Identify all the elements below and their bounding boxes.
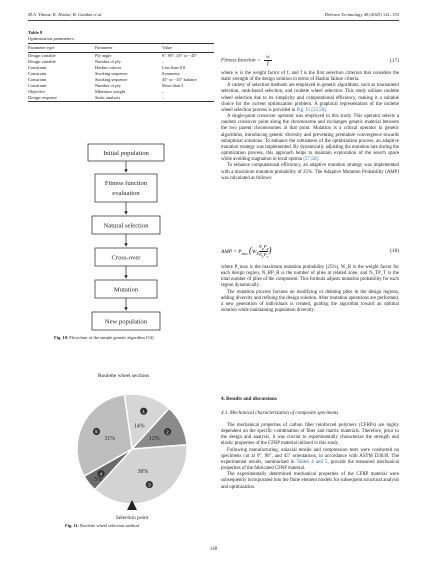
table-header-cell: Parameter type xyxy=(28,44,95,53)
eq18-number: (18) xyxy=(390,248,399,254)
table-cell: Design response xyxy=(28,95,95,101)
roulette-wheel-figure xyxy=(28,367,214,523)
page-number: 148 xyxy=(209,547,218,552)
body-text-middle xyxy=(221,265,399,314)
paragraph xyxy=(221,83,399,114)
selection-point-label: Selection point xyxy=(115,515,149,521)
table-cell: Minimize weight xyxy=(94,89,126,95)
table-cell: – xyxy=(162,95,214,101)
fig10-text: Flowchart of the simple genetic algorithm [54]. xyxy=(69,335,155,340)
ga-flowchart xyxy=(28,138,214,356)
paragraph: The mutation process focuses on modifying or deleting plies in the design regions, adding diversity and refining the design solution. After mutation operations are performed, a new generation of individuals is created, guiding the algorithm toward an optimal solution while maintaining population diversity. xyxy=(221,289,399,314)
slice-number: 2 xyxy=(166,429,169,435)
table-cell: Constraint xyxy=(28,83,47,89)
flow-box-label: Natural selection xyxy=(103,222,149,230)
table-header-row xyxy=(28,44,214,53)
flow-box-label: Initial population xyxy=(103,150,149,157)
slice-number: 4 xyxy=(99,471,103,477)
reference-link[interactable]: [57,58]. xyxy=(303,157,319,163)
table-cell: Number of ply xyxy=(94,83,121,89)
slice-number: 3 xyxy=(148,482,151,488)
slice-percent-label: 38% xyxy=(137,469,149,476)
eq17-denominator: f xyxy=(266,61,269,67)
table-caption xyxy=(28,30,75,41)
slice-percent-label: 14% xyxy=(133,423,145,430)
eq18-body: AMP = $P_{max}$ ($W_R$ $N_RP_R$ $N_TP_T$ ) xyxy=(221,244,272,259)
slice-percent-label: 12% xyxy=(148,436,160,443)
table-title: Optimization parameters. xyxy=(28,35,75,41)
table-row xyxy=(28,95,214,101)
table-cell: More than 3 xyxy=(161,83,184,89)
fig11-text: Roulette wheel selection method. xyxy=(80,523,140,528)
table-cell: Objective xyxy=(28,89,46,95)
table-cell: Stacking sequence xyxy=(94,77,128,83)
flow-box-label: Mutation xyxy=(113,286,139,294)
slice-number: 1 xyxy=(142,408,145,414)
table-cell: Symmetry xyxy=(161,71,181,77)
body-text-top xyxy=(221,71,399,182)
subsection-heading: 4.1. Mechanical characterization of composite specimens xyxy=(221,410,339,416)
paragraph: To enhance computational efficiency, an adaptive mutation strategy was implemented with a maximum mutation probability of 25%. The Adaptive Mutation Probability (AMP) was calculated as follows: xyxy=(221,163,399,181)
paragraph-text: Following manufacturing, uniaxial tensile and compression tests were conducted on specimens cut at 0°, 90°, and 45° orientations, in accordance with ASTM D3039. The experimental results, summarized in xyxy=(221,447,399,465)
table-cell: Number of ply xyxy=(94,59,121,65)
paragraph: The experimentally determined mechanical properties of the CFRP material were subsequently incorporated into the finite element models for subsequent structural analysis and optimization. xyxy=(221,472,399,490)
table-cell: Constraint xyxy=(28,77,47,83)
table-cell: Constraint xyxy=(28,71,47,77)
roulette-title: Roulette wheel sections xyxy=(98,373,150,379)
eq17-numerator: w xyxy=(265,54,270,60)
paragraph-text: , provide the measured mechanical properties of the fabricated CFRP material. xyxy=(221,459,399,472)
table-cell: – xyxy=(161,89,165,95)
fig11-caption xyxy=(65,523,140,528)
flow-box-fitness xyxy=(95,174,157,202)
flow-box-label-line2: evaluation xyxy=(112,190,140,197)
eq17-number: (17) xyxy=(390,58,399,64)
paragraph xyxy=(221,114,399,163)
equation-18 xyxy=(221,244,399,264)
equation-17 xyxy=(221,54,399,67)
table-cell: Static analysis xyxy=(95,95,162,101)
roulette-slices xyxy=(77,394,187,504)
table-cell: 45° or −45° balance xyxy=(161,77,198,83)
table-cell: Design variable xyxy=(28,53,56,59)
paragraph xyxy=(221,448,399,473)
optimization-parameters-table xyxy=(28,43,214,102)
running-header-authors: M.A. Yılmaz, K. Hasini, B. Gündüz et al. xyxy=(28,12,103,17)
fig10-caption xyxy=(54,335,155,340)
slice-number: 5 xyxy=(95,429,98,435)
flow-box-label-line1: Fitness function xyxy=(104,180,148,187)
table-cell: Less than 0.8 xyxy=(161,65,186,71)
fig11-label: Fig. 11. xyxy=(65,523,79,528)
table-cell: Stacking sequence xyxy=(94,71,128,77)
paragraph-text: A single-point crossover operator was employed in this study. This operator selects a random crossover point along the chromosome and exchanges genetic material between the two parent chromosomes at that point. Mutation is a critical operator in genetic algorithms, introducing genetic diversity and preventing premature convergence towards suboptimal solutions. To enhance the robustness of the optimization process, an adaptive mutation strategy was implemented. By dynamically adjusting the mutation rate during the optimization process, this approach helps to maintain exploration of the search space while avoiding stagnation in local optima xyxy=(221,114,399,163)
fig10-label: Fig. 10. xyxy=(54,335,69,340)
reference-link[interactable]: Fig. 11 [55,56]. xyxy=(296,107,327,113)
table-cell: – xyxy=(161,59,165,65)
table-cell: Constraint xyxy=(28,65,47,71)
body-text-bottom xyxy=(221,423,399,491)
running-header-journal: Defence Technology 48 (2025) 141–155 xyxy=(324,12,399,17)
flow-box-label: New population xyxy=(104,318,148,326)
paragraph: where w is the weight factor of f, and f is the first selection criterion that considers the static strength of the design solution in terms of Hashin failure criteria. xyxy=(221,71,399,83)
eq17-lhs: Fitness function = xyxy=(221,57,261,64)
paragraph: The mechanical properties of carbon fiber reinforced polymers (CFRPs) are highly dependent on the specific combination of fiber and matrix materials. Therefore, prior to the design and analysis, it was crucial to experimentally characterize the strength and elastic properties of the CFRP material utilized in this study. xyxy=(221,423,399,447)
table-cell: Ply angle xyxy=(94,53,112,59)
table-header-cell: Parameter xyxy=(95,44,162,53)
table-cell: 0°, 90°, 45° or −45° xyxy=(161,53,198,59)
eq17-fraction xyxy=(264,54,272,67)
paragraph: where P_max is the maximum mutation probability (25%), W_R is the weight factor for each design region, N_RP_R is the number of plies at related zone, and N_TP_T is the total number of plies of the component. This formula adjusts mutation probability for each region dynamically. xyxy=(221,265,399,289)
table-header-cell: Value xyxy=(162,44,214,53)
reference-link[interactable]: Tables 4 and 5 xyxy=(296,459,328,465)
paragraph-text: A variety of selection methods are employed in genetic algorithms, such as tournament selection, rank-based selection, and roulette wheel selection. This study utilizes roulette wheel selection due to its simplicity and computational efficiency, making it a suitable choice for the current optimization problem. A graphical representation of the roulette wheel selection process is provided in xyxy=(221,83,399,113)
table-cell: Hashin criteria xyxy=(94,65,121,71)
header-rule xyxy=(28,20,399,21)
section-heading: 4. Results and discussions xyxy=(221,396,277,402)
slice-percent-label: 5% xyxy=(94,477,103,484)
table-cell: Design variable xyxy=(28,59,56,65)
table-label: Table 8 xyxy=(28,30,43,35)
flow-box-label: Cross-over xyxy=(111,254,141,262)
slice-percent-label: 31% xyxy=(104,436,116,443)
